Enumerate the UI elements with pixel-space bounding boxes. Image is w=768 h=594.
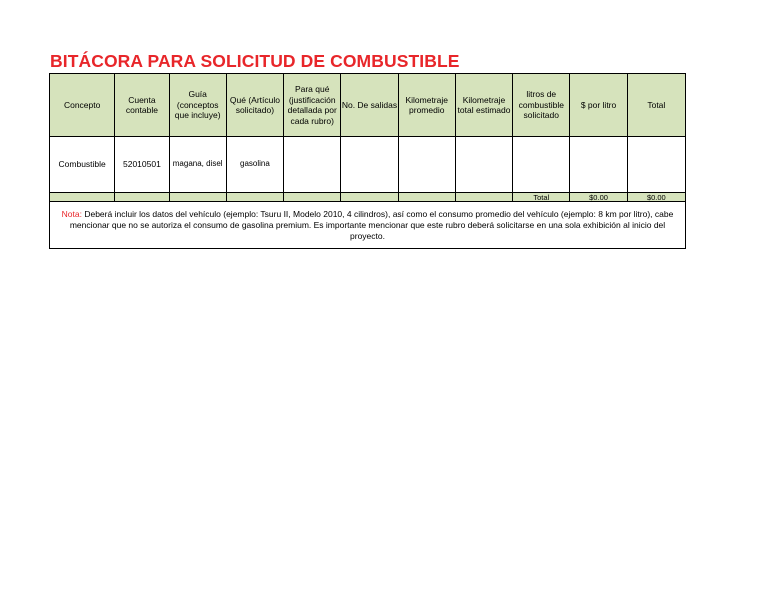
cell-litros[interactable] xyxy=(513,137,570,193)
cell-precio-litro[interactable] xyxy=(570,137,627,193)
header-row xyxy=(50,74,686,137)
fuel-request-table xyxy=(49,73,686,249)
header-no-salidas: No. De salidas xyxy=(341,74,398,137)
header-cuenta-contable: Cuenta contable xyxy=(115,74,169,137)
header-total: Total xyxy=(627,74,685,137)
totals-row xyxy=(50,193,686,202)
header-guia: Guía (conceptos que incluye) xyxy=(169,74,226,137)
totals-total: $0.00 xyxy=(627,193,685,202)
cell-km-promedio[interactable] xyxy=(398,137,455,193)
totals-cell-empty xyxy=(455,193,512,202)
cell-total[interactable] xyxy=(627,137,685,193)
totals-cell-empty xyxy=(169,193,226,202)
cell-para-que[interactable] xyxy=(284,137,341,193)
header-para-que: Para qué (justificación detallada por cada rubro) xyxy=(284,74,341,137)
totals-label: Total xyxy=(513,193,570,202)
cell-cuenta[interactable]: 52010501 xyxy=(115,137,169,193)
header-litros: litros de combustible solicitado xyxy=(513,74,570,137)
note-row xyxy=(50,202,686,249)
totals-cell-empty xyxy=(398,193,455,202)
totals-cell-empty xyxy=(115,193,169,202)
header-km-promedio: Kilometraje promedio xyxy=(398,74,455,137)
note-label: Nota: xyxy=(61,208,82,219)
header-que: Qué (Artículo solicitado) xyxy=(226,74,283,137)
cell-guia[interactable]: magana, disel xyxy=(169,137,226,193)
cell-que[interactable]: gasolina xyxy=(226,137,283,193)
totals-cell-empty xyxy=(226,193,283,202)
totals-cell-empty xyxy=(341,193,398,202)
header-precio-litro: $ por litro xyxy=(570,74,627,137)
table-row xyxy=(50,137,686,193)
cell-km-total[interactable] xyxy=(455,137,512,193)
note-cell xyxy=(50,202,686,249)
header-concepto: Concepto xyxy=(50,74,115,137)
totals-cell-empty xyxy=(284,193,341,202)
note-text: Deberá incluir los datos del vehículo (ejemplo: Tsuru II, Modelo 2010, 4 cilindros), así como el consumo promedio del vehículo (ejemplo: 8 km por litro), cabe mencionar que no se autoriza el consumo de gasolina premium. Es importante mencionar que este rubro deberá solicitarse en una sola exhibición al inicio del proyecto. xyxy=(69,208,674,241)
totals-precio-litro: $0.00 xyxy=(570,193,627,202)
totals-cell-empty xyxy=(50,193,115,202)
cell-salidas[interactable] xyxy=(341,137,398,193)
page-title: BITÁCORA PARA SOLICITUD DE COMBUSTIBLE xyxy=(50,51,460,71)
header-km-total: Kilometraje total estimado xyxy=(455,74,512,137)
cell-concepto[interactable]: Combustible xyxy=(50,137,115,193)
